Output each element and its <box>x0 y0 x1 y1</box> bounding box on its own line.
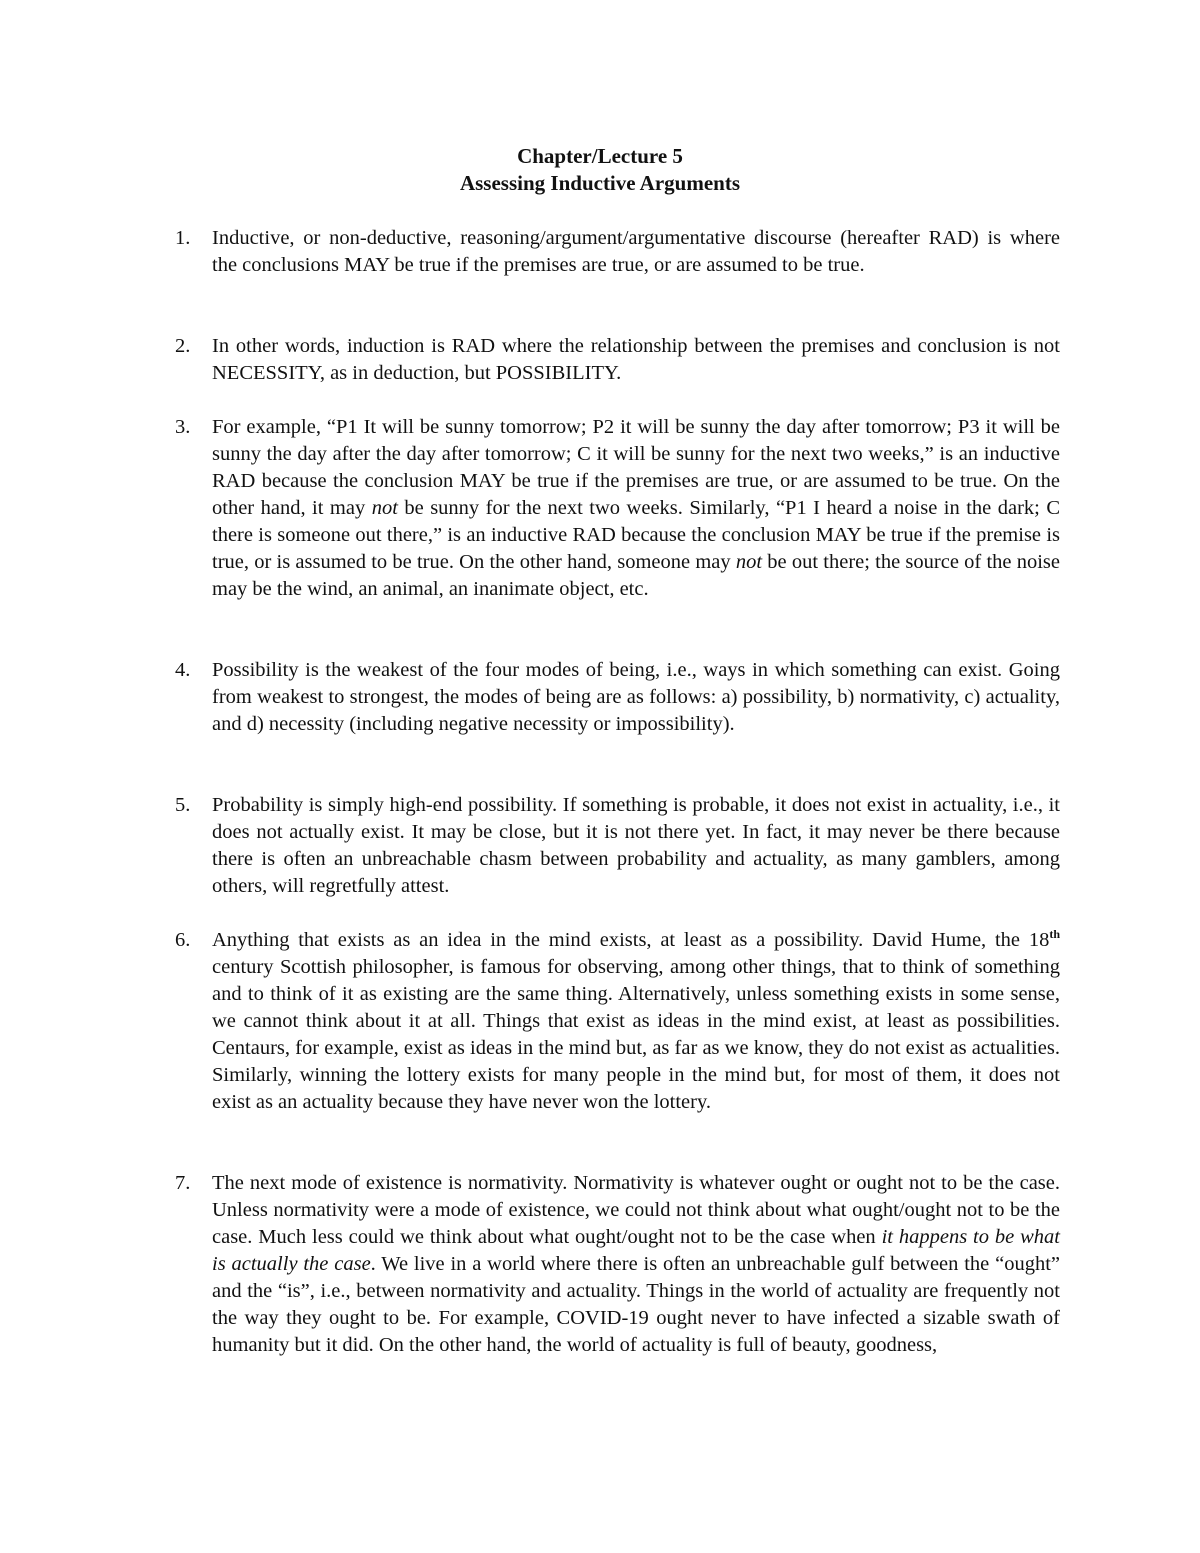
text-run: Anything that exists as an idea in the mind exists, at least as a possibility. David Hume, the 18 <box>212 929 1050 951</box>
italic-run: not <box>371 497 398 519</box>
list-item-number: 2. <box>175 335 191 357</box>
text-run: be sunny for the next two weeks. Similarly, “P1 I heard a noise in the dark; C there is someone out there,” is an inductive RAD because the conclusion MAY be true if the premise is true, or is assumed to be true. On the other hand, someone may <box>212 497 1061 573</box>
list-item-number: 1. <box>175 227 191 249</box>
list-item-text: In other words, induction is RAD where the relationship between the premises and conclusion is not NECESSITY, as in deduction, but POSSIBILITY. <box>212 335 1060 384</box>
list-item-text <box>212 414 1060 603</box>
list-item <box>175 792 1060 900</box>
text-run: century Scottish philosopher, is famous for observing, among other things, that to think of something and to think of it as existing are the same thing. Alternatively, unless something exists in some sense, we cannot think about it at all. Things that exist as ideas in the mind exist, at least as possibilities. Centaurs, for example, exist as ideas in the mind but, as far as we know, they do not exist as actualities. Similarly, winning the lottery exists for many people in the mind but, for most of them, it does not exist as an actuality because they have never won the lottery. <box>212 956 1060 1113</box>
text-run: be out there; the source of the noise may be the wind, an animal, an inanimate object, etc. <box>212 551 1060 600</box>
list-item-text: Probability is simply high-end possibility. If something is probable, it does not exist in actuality, i.e., it does not actually exist. It may be close, but it is not there yet. In fact, it may never be there because there is often an unbreachable chasm between probability and actuality, as many gamblers, among others, will regretfully attest. <box>212 794 1060 897</box>
list-item <box>175 225 1060 279</box>
list-item-number: 3. <box>175 416 191 438</box>
text-run: For example, “P1 It will be sunny tomorrow; P2 it will be sunny the day after tomorrow; P3 it will be sunny the day after the day after tomorrow; C it will be sunny for the next two weeks,” is an inductive RAD because the conclusion MAY be true if the premises are true, or are assumed to be true. On the other hand, it may <box>212 416 1060 519</box>
list-item-text <box>212 927 1060 1116</box>
list-item <box>175 1170 1060 1359</box>
document-title <box>0 143 1200 197</box>
list-item <box>175 333 1060 387</box>
list-item-text: Inductive, or non-deductive, reasoning/argument/argumentative discourse (hereafter RAD) is where the conclusions MAY be true if the premises are true, or are assumed to be true. <box>212 227 1060 276</box>
italic-run: it happens to be what is actually the case <box>212 1226 1060 1275</box>
list-item-number: 5. <box>175 794 191 816</box>
italic-run: not <box>735 551 763 573</box>
list-item <box>175 657 1060 738</box>
chapter-heading: Chapter/Lecture 5 <box>517 144 683 168</box>
superscript: th <box>1049 927 1060 942</box>
text-run: The next mode of existence is normativity. Normativity is whatever ought or ought not to be the case. Unless normativity were a mode of existence, we could not think about what ought/ought not to be the case. Much less could we think about what ought/ought not to be the case when <box>212 1172 1060 1248</box>
list-item-text: Possibility is the weakest of the four modes of being, i.e., ways in which something can exist. Going from weakest to strongest, the modes of being are as follows: a) possibility, b) normativity, c) actuality, and d) necessity (including negative necessity or impossibility). <box>212 659 1060 735</box>
list-item-number: 7. <box>175 1172 191 1194</box>
text-run: . We live in a world where there is often an unbreachable gulf between the “ought” and the “is”, i.e., between normativity and actuality. Things in the world of actuality are frequently not the way they ought to be. For example, COVID-19 ought never to have infected a sizable swath of humanity but it did. On the other hand, the world of actuality is full of beauty, goodness, <box>212 1253 1060 1356</box>
list-item-number: 4. <box>175 659 191 681</box>
list-item <box>175 927 1060 1116</box>
list-item-text <box>212 1170 1060 1359</box>
list-item <box>175 414 1060 603</box>
chapter-subtitle: Assessing Inductive Arguments <box>459 171 741 195</box>
list-item-number: 6. <box>175 929 191 951</box>
